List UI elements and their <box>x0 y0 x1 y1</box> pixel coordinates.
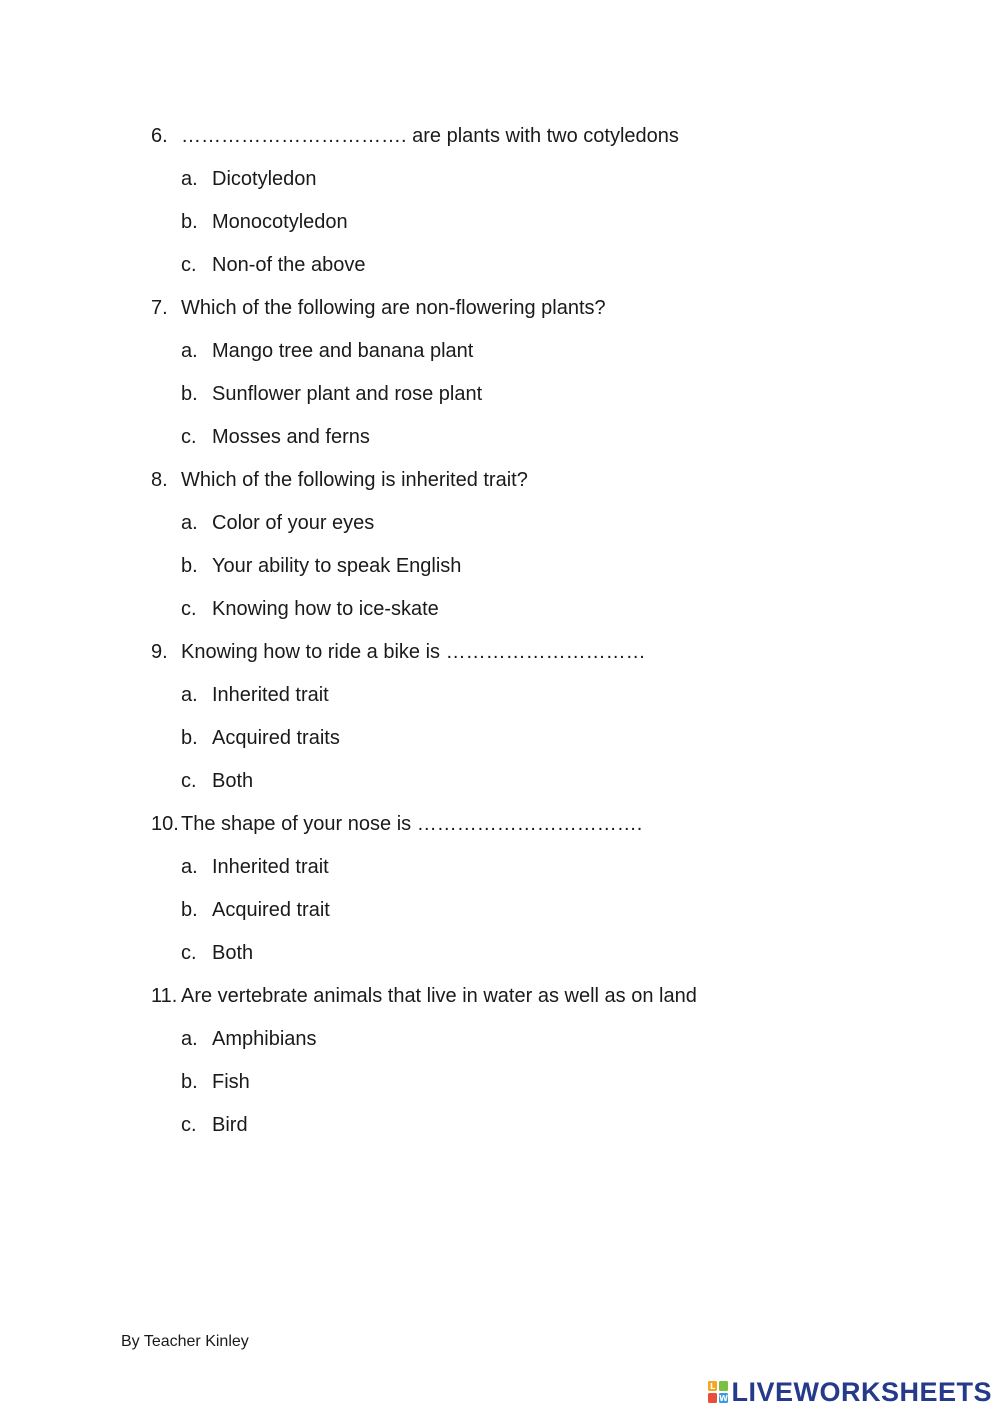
option-letter: b. <box>181 899 198 921</box>
liveworksheets-wordmark: LIVEWORKSHEETS <box>731 1377 992 1407</box>
question-number: 7. <box>151 297 168 319</box>
option-letter: b. <box>181 555 198 577</box>
option-text: Fish <box>212 1071 250 1093</box>
option-text: Both <box>212 770 254 792</box>
option-text: Acquired trait <box>212 899 330 921</box>
option-text: Monocotyledon <box>212 211 348 233</box>
question-number: 10. <box>151 813 179 835</box>
option-letter: b. <box>181 727 198 749</box>
question-number: 8. <box>151 469 168 491</box>
svg-text:W: W <box>719 1394 729 1403</box>
question-number: 11. <box>151 985 178 1007</box>
option-letter: c. <box>181 1114 197 1136</box>
option-letter: b. <box>181 1071 198 1093</box>
option-letter: b. <box>181 211 198 233</box>
option-text: Amphibians <box>212 1028 317 1050</box>
option-letter: a. <box>181 1028 198 1050</box>
option-text: Both <box>212 942 254 964</box>
option-text: Sunflower plant and rose plant <box>212 383 483 405</box>
option-letter: c. <box>181 770 197 792</box>
option-letter: c. <box>181 942 197 964</box>
option-letter: a. <box>181 168 198 190</box>
option-text: Dicotyledon <box>212 168 317 190</box>
option-letter: a. <box>181 340 198 362</box>
option-text: Color of your eyes <box>212 512 375 534</box>
question-text: Knowing how to ride a bike is ………………………… <box>181 641 646 663</box>
option-text: Mosses and ferns <box>212 426 370 448</box>
question-number: 6. <box>151 125 168 147</box>
option-text: Mango tree and banana plant <box>212 340 474 362</box>
option-text: Inherited trait <box>212 856 329 878</box>
footer-author: By Teacher Kinley <box>121 1333 249 1350</box>
option-text: Non-of the above <box>212 254 366 276</box>
option-letter: a. <box>181 512 198 534</box>
option-text: Knowing how to ice-skate <box>212 598 439 620</box>
option-letter: c. <box>181 426 197 448</box>
option-text: Inherited trait <box>212 684 329 706</box>
question-text: Are vertebrate animals that live in water as well as on land <box>181 985 697 1007</box>
option-text: Your ability to speak English <box>212 555 462 577</box>
option-letter: b. <box>181 383 198 405</box>
liveworksheets-logo-icon <box>707 1380 729 1404</box>
question-text: Which of the following are non-flowering plants? <box>181 297 606 319</box>
question-text: Which of the following is inherited trait? <box>181 469 528 491</box>
option-letter: c. <box>181 254 197 276</box>
liveworksheets-brand <box>707 1377 992 1407</box>
option-text: Acquired traits <box>212 727 340 749</box>
option-letter: a. <box>181 856 198 878</box>
option-text: Bird <box>212 1114 248 1136</box>
svg-text:L: L <box>710 1382 716 1391</box>
question-text: ……………………………. are plants with two cotyledons <box>181 125 679 147</box>
question-text: The shape of your nose is ……………………………. <box>181 813 643 835</box>
option-letter: c. <box>181 598 197 620</box>
question-number: 9. <box>151 641 168 663</box>
option-letter: a. <box>181 684 198 706</box>
